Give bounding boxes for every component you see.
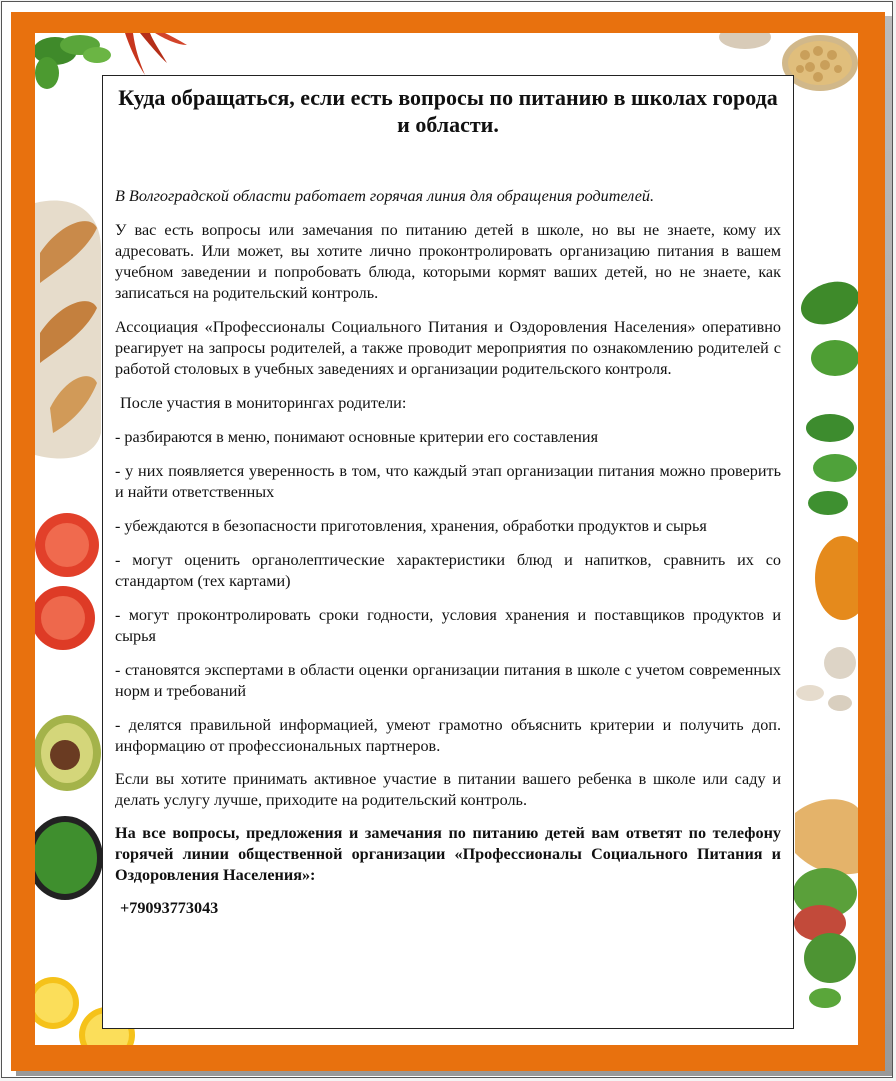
parsley-bowl-icon (35, 813, 105, 903)
garlic-icon (795, 643, 858, 713)
mushroom-icon (715, 33, 775, 53)
list-item: - могут проконтролировать сроки годности, условия хранения и поставщиков продуктов и сырья (115, 606, 781, 645)
content-box (102, 75, 794, 1029)
spice-powder-icon (813, 533, 858, 623)
spinach-icon (795, 263, 858, 403)
list-item: - убеждаются в безопасности приготовления, хранения, обработки продуктов и сырья (115, 517, 707, 535)
page-title: Куда обращаться, если есть вопросы по питанию в школах города и области. (118, 85, 778, 137)
paragraph-invitation: Если вы хотите принимать активное участие в питании вашего ребенка в школе или саду и делать услугу лучше, приходите на родительский контроль. (115, 770, 781, 809)
leaf-icon (805, 983, 845, 1013)
tomato-icon (35, 513, 105, 653)
intro-text: В Волгоградской области работает горячая линия для обращения родителей. (115, 187, 655, 205)
basil-icon (800, 403, 858, 533)
hotline-phone[interactable]: +79093773043 (120, 899, 219, 917)
paragraph-association: Ассоциация «Профессионалы Социального Питания и Оздоровления Населения» оперативно реагирует на запросы родителей, а также проводит мероприятия по ознакомлению родителей с работой столовых в учебных заведениях и организации родительского контроля. (115, 318, 781, 378)
chili-pepper-icon (115, 33, 195, 78)
list-item: - становятся экспертами в области оценки организации питания в школе с учетом современных норм и требований (115, 661, 781, 700)
list-item: - у них появляется уверенность в том, что каждый этап организации питания можно проверить и найти ответственных (115, 462, 781, 501)
sandwich-icon (790, 793, 858, 993)
bread-icon (35, 193, 105, 463)
list-item: - разбираются в меню, понимают основные критерии его составления (115, 428, 599, 446)
avocado-icon (35, 713, 105, 793)
list-item: - могут оценить органолептические характеристики блюд и напитков, сравнить их со стандартом (тех картами) (115, 551, 781, 590)
list-heading: После участия в мониторингах родители: (120, 394, 407, 412)
paragraph-questions: У вас есть вопросы или замечания по питанию детей в школе, но вы не знаете, кому их адресовать. Или может, вы хотите лично проконтролировать организацию питания в вашем учебном заведении и попробовать блюда, которыми кормят ваших детей, но не знаете, как записаться на родительский контроль. (115, 221, 781, 302)
list-item: - делятся правильной информацией, умеют грамотно объяснить критерии и получить доп. информацию от профессиональных партнеров. (115, 716, 781, 755)
closing-text: На все вопросы, предложения и замечания по питанию детей вам ответят по телефону горячей линии общественной организации «Профессионалы Социального Питания и Оздоровления Населения»: (115, 824, 781, 884)
